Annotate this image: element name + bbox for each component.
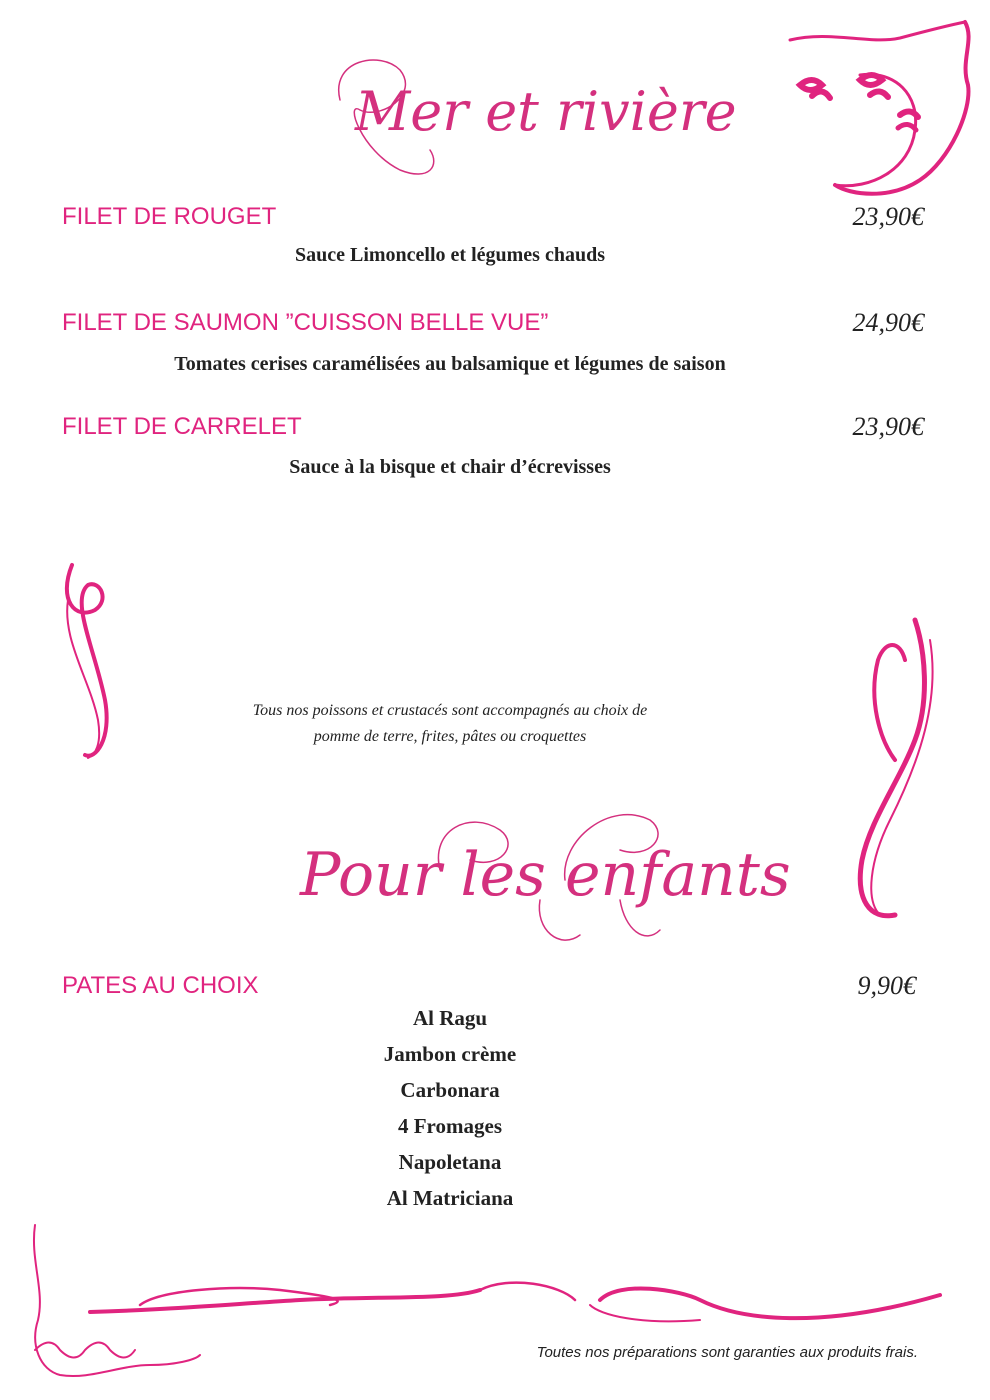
menu-item-price: 24,90€ xyxy=(852,308,924,337)
menu-item-name: FILET DE ROUGET xyxy=(62,203,277,230)
menu-item-price: 9,90€ xyxy=(857,971,916,1000)
menu-item-name: FILET DE CARRELET xyxy=(62,413,302,440)
menu-item-description: Sauce Limoncello et légumes chauds xyxy=(295,244,605,266)
menu-item-name: PATES AU CHOIX xyxy=(62,972,259,999)
list-item: Carbonara xyxy=(400,1078,500,1102)
section-title-mer-et-riviere: Mer et rivière xyxy=(355,80,737,143)
pasta-options-list xyxy=(0,1000,900,1216)
list-item: Napoletana xyxy=(398,1150,502,1174)
menu-item-price: 23,90€ xyxy=(852,202,924,231)
accompaniment-note xyxy=(0,698,900,750)
menu-item-name: FILET DE SAUMON ”CUISSON BELLE VUE” xyxy=(62,309,549,336)
note-line: pomme de terre, frites, pâtes ou croquettes xyxy=(313,728,587,745)
menu-item-description: Tomates cerises caramélisées au balsamique et légumes de saison xyxy=(174,353,726,375)
list-item: Al Ragu xyxy=(412,1006,488,1030)
list-item: Al Matriciana xyxy=(386,1186,514,1210)
list-item: 4 Fromages xyxy=(397,1114,502,1138)
menu-item-description: Sauce à la bisque et chair d’écrevisses xyxy=(289,456,611,478)
list-item: Jambon crème xyxy=(383,1042,517,1066)
menu-item-price: 23,90€ xyxy=(852,412,924,441)
footer-note: Toutes nos préparations sont garanties aux produits frais. xyxy=(536,1344,918,1361)
note-line: Tous nos poissons et crustacés sont accompagnés au choix de xyxy=(252,702,648,719)
section-title-pour-les-enfants: Pour les enfants xyxy=(300,840,791,910)
